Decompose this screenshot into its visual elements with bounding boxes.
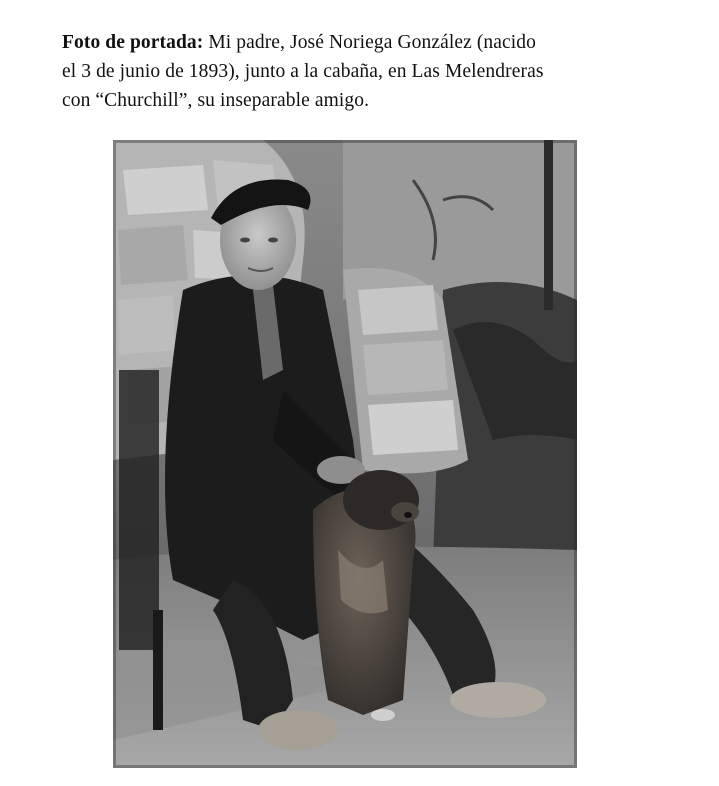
man-with-dog-photo-icon — [113, 140, 577, 768]
caption-line-1 — [62, 28, 662, 57]
caption-line-2: el 3 de junio de 1893), junto a la cabaña, en Las Melendreras — [62, 61, 544, 82]
cover-photo — [113, 140, 577, 768]
caption-line-1-text: Mi padre, José Noriega González (nacido — [203, 32, 537, 53]
cover-photo-caption — [62, 28, 662, 115]
caption-line-3: con “Churchill”, su inseparable amigo. — [62, 90, 370, 111]
caption-bold-label: Foto de portada: — [62, 32, 204, 53]
